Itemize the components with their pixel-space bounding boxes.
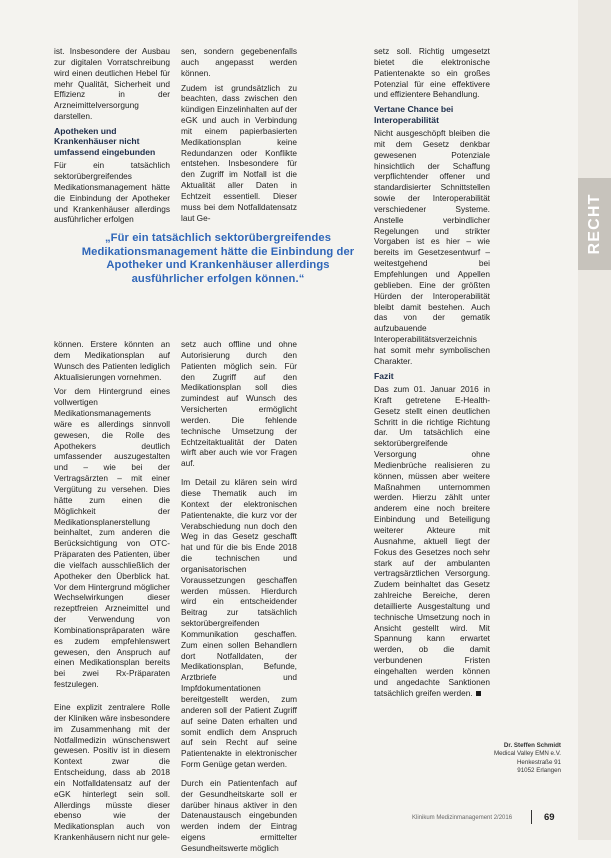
subheading-apotheken: Apotheken und Krankenhäuser nicht umfassend eingebunden	[54, 125, 156, 157]
section-label-tab	[578, 178, 611, 270]
fazit-text: Das zum 01. Januar 2016 in Kraft getretene E-Health-Gesetz stellt einen deutlichen Schritt in die richtige Richtung dar. Um tatsächlich eine sektorübergreifende Versorgung ohne Medienbrüche realisieren zu können, müssen aber weitere Maßnahmen unternommen werden. Hierzu zählt unter anderem eine noch breitere Einbindung und Beteiligung weiterer Akteure mit Ausnahme, aktuell liegt der Fokus des Gesetzes noch sehr stark auf der ambulanten vertragsärztlichen Versorgung. Zudem beinhaltet das Gesetz zahlreiche Bereiche, deren detaillierte Ausgestaltung und technische Umsetzung noch in Ansicht gestellt wird. Mit Spannung kann erwartet werden, ob die damit verbundenen Fristen eingehalten werden können und angedachte Sanktionen tatsächlich greifen werden.	[374, 384, 490, 698]
side-margin-tab	[578, 0, 611, 840]
section-label: RECHT	[585, 193, 603, 255]
paragraph: Zudem ist grundsätzlich zu beachten, dass zwischen den kündigen Einzelinhalten auf der eGK und auch in Verbindung mit einem papierbasierten Medikationsplan keine Redundanzen oder Konflikte entstehen. Insbesondere für den Zugriff im Notfall ist die Aktualität aller Daten in Echtzeit essentiell. Dieser muss bei dem Notfalldatensatz laut Ge-	[181, 82, 297, 223]
paragraph: ist. Insbesondere der Ausbau zur digitalen Vorratschreibung wird einen deutlichen Hebel für mehr Qualität, Sicherheit und Effizienz in der Arzneimittelversorgung darstellen.	[54, 46, 170, 122]
subheading-fazit: Fazit	[374, 370, 394, 381]
page-number: 69	[544, 812, 555, 823]
author-city: 91052 Erlangen	[517, 766, 561, 774]
author-street: Henkestraße 91	[516, 758, 561, 766]
paragraph	[374, 384, 490, 698]
column-2-top	[181, 46, 297, 228]
paragraph: setz auch offline und ohne Autorisierung durch den Patienten möglich sein. Für den Zugriff auf den Medikationsplan soll dies zumindest auf Wunsch des Versicherten ermöglicht werden. Die fehlende technische Umsetzung der Echtzeitaktualität der Daten wirft aber auch wie vor Fragen auf.	[181, 339, 297, 469]
subheading-vertane-chance: Vertane Chance bei Interoperabilität	[374, 104, 454, 125]
footer-journal-title: Klinikum Medizinmanagement 2/2016	[412, 815, 513, 821]
paragraph: Vor dem Hintergrund eines vollwertigen Medikationsmanagements wäre es allerdings sinnvoll gewesen, die Rolle des Apothekers deutlich umfassender auszugestalten und – wie bei der Vertragsärzten – mit einer Vergütung zu versehen. Dies hätte zum einen die Möglichkeit der Medikationsplanerstellung beinhaltet, zum anderen die Berücksichtigung von OTC-Präparaten des Patienten, über die vielfach ausschließlich der Apotheker den Überblick hat. Vor dem Hintergrund möglicher Wechselwirkungen dieser rezeptfreien Arzneimittel und der Verwendung von Kombinationspräparaten wäre es zudem empfehlenswert gewesen, den Anspruch auf einen Medikationsplan bereits bei zwei Rx-Präparaten festzulegen.	[54, 386, 170, 690]
author-block	[451, 742, 561, 775]
column-2-bottom	[181, 339, 297, 858]
column-1-top	[54, 46, 170, 229]
column-3	[374, 46, 490, 702]
pull-quote: „Für ein tatsächlich sektorübergreifendes Medikationsmanagement hätte die Einbindung der Apotheker und Krankenhäuser allerdings ausführlicher erfolgen können.“	[81, 232, 355, 285]
author-affiliation: Medical Valley EMN e.V.	[493, 750, 561, 758]
paragraph: Im Detail zu klären sein wird diese Thematik auch im Kontext der elektronischen Patientenakte, die kurz vor der Verabschiedung nun doch den Weg in das Gesetz geschafft hat und für die bis Ende 2018 die technischen und organisatorischen Voraussetzungen geschaffen werden müssen. Hierdurch wird ein entscheidender Beitrag zur tatsächlich sektorübergreifenden Kommunikation geschaffen. Zum einen sollen Behandlern dort Notfalldaten, der Medikationsplan, Befunde, Arztbriefe und Impfdokumentationen bereitgestellt werden, zum anderen soll der Patient Zugriff auf seine Daten erhalten und somit endlich dem Anspruch auf sein Recht auf seine Patientenakte in elektronischer Form Genüge getan werden.	[181, 477, 297, 770]
paragraph: sen, sondern gegebenenfalls auch angepasst werden können.	[181, 46, 297, 78]
paragraph: Für ein tatsächlich sektorübergreifendes Medikationsmanagement hätte die Einbindung der Apotheker und Krankenhäuser allerdings ausführlicher erfolgen	[54, 160, 170, 225]
column-1-bottom	[54, 339, 170, 847]
end-of-article-mark	[476, 691, 481, 696]
author-name: Dr. Steffen Schmidt	[503, 742, 561, 749]
paragraph: setz soll. Richtig umgesetzt bietet die elektronische Patientenakte so ein großes Potenzial für eine effektivere und effizientere Behandlung.	[374, 46, 490, 100]
paragraph: können. Erstere könnten an dem Medikationsplan auf Wunsch des Patienten lediglich Aktualisierungen vornehmen.	[54, 339, 170, 382]
paragraph: Eine explizit zentralere Rolle der Kliniken wäre insbesondere im Zusammenhang mit der Notfallmedizin wünschenswert gewesen. Positiv ist in diesem Kontext zwar die Entscheidung, dass ab 2018 ein Notfalldatensatz auf der eGK hinterlegt sein soll. Allerdings müsste dieser ebenso wie der Medikationsplan auch von Krankenhäusern nicht nur gele-	[54, 702, 170, 843]
footer-divider	[531, 810, 532, 824]
paragraph: Nicht ausgeschöpft bleiben die mit dem Gesetz denkbar gewesenen Potenziale hinsichtlich der Schaffung verpflichtender offener und standardisierter Schnittstellen sowie der Interoperabilität verschiedener Systeme. Anstelle verbindlicher Regelungen und strikter Vorgaben ist es hier – wie bereits im Gesetzesentwurf – weitestgehend bei Empfehlungen und Appellen geblieben. Eine der größten Hürden der Interoperabilität bleibt damit bestehen. Auch das von der gematik aufzubauende Interoperabilitätsverzeichnis hat somit mehr symbolischen Charakter.	[374, 128, 490, 366]
paragraph: Durch ein Patientenfach auf der Gesundheitskarte soll er darüber hinaus aktiver in den Datenaustausch eingebunden werden indem der Eintrag eigens ermittelter Gesundheitswerte möglich	[181, 777, 297, 853]
